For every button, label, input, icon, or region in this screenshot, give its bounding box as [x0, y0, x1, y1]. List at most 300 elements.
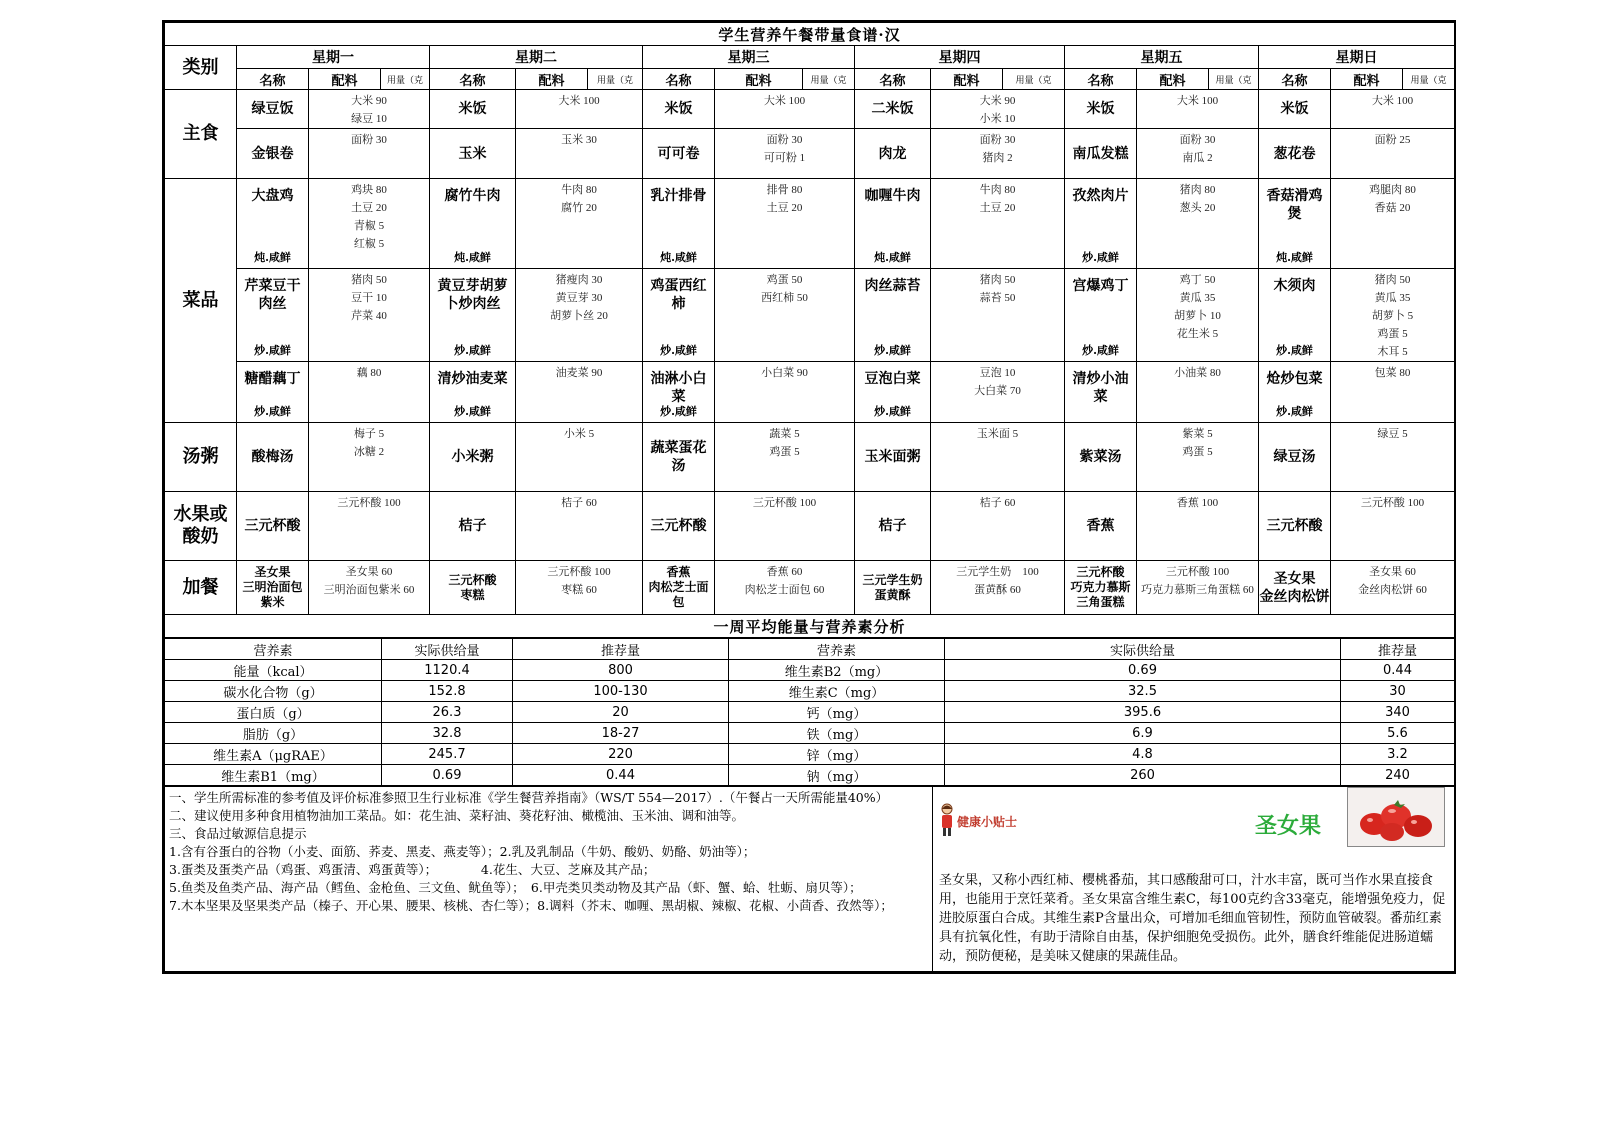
ingredient-cell: [516, 269, 643, 362]
dish-name: 肉丝蒜苔: [864, 278, 921, 294]
ingredient-line: 三元杯酸 100: [1165, 566, 1230, 578]
category-fruit: 水果或酸奶: [165, 492, 237, 561]
cooking-tag: 炖.咸鲜: [874, 251, 911, 264]
ingredient-cell: [309, 269, 430, 362]
notes-block: [165, 787, 933, 972]
ingredient-line: 小米 10: [979, 113, 1016, 125]
cooking-tag: 炒.咸鲜: [660, 344, 697, 357]
cherry-tomato-icon: [1348, 788, 1444, 846]
dish-cell: [1259, 362, 1331, 423]
snack-name-line: 三元杯酸: [1076, 565, 1125, 579]
ingredient-line: 面粉 30: [351, 134, 387, 146]
dish-cell: [237, 423, 309, 492]
dish-name: 油淋小白菜: [650, 371, 707, 405]
snack-name-line: 肉松芝士面包: [648, 580, 709, 609]
ingredient-line: 土豆 20: [979, 202, 1016, 214]
dish-cell: [430, 129, 516, 179]
ingredient-cell: [516, 492, 643, 561]
nutrition-cell: 152.8: [382, 681, 513, 702]
cooking-tag: 炒.咸鲜: [874, 405, 911, 418]
ingredient-cell: [1137, 492, 1259, 561]
amount-col-header: 用量（克: [1003, 69, 1065, 90]
ingredient-line: 大米 90: [351, 95, 387, 107]
ingredient-cell: [1137, 179, 1259, 269]
dish-cell: [855, 179, 931, 269]
amount-col-header: 用量（克: [381, 69, 430, 90]
amount-col-header: 用量（克: [588, 69, 643, 90]
nutrition-cell: 1120.4: [382, 660, 513, 681]
category-staple: 主食: [165, 90, 237, 179]
ingredient-line: 鸡蛋 50: [766, 274, 803, 286]
ingredient-cell: [1331, 90, 1455, 129]
ingredient-cell: [1137, 269, 1259, 362]
ingredient-col-header: 配料: [1331, 69, 1403, 90]
dish-cell: [1065, 179, 1137, 269]
ingredient-line: 大白菜 70: [974, 385, 1021, 397]
dish-cell: [430, 492, 516, 561]
health-tip-text: 圣女果，又称小西红柿、樱桃番茄，其口感酸甜可口，汁水丰富，既可当作水果直接食用，也能用于烹饪菜肴。圣女果富含维生素C，每100克约含33毫克，能增强免疫力，促进胶原蛋白合成。其维生素P含量出众，可增加毛细血管韧性，预防血管破裂。番茄红素具有抗氧化性，有助于清除自由基，保护细胞免受损伤。此外，膳食纤维能促进肠道蠕动，预防便秘，是美味又健康的果蔬佳品。: [939, 873, 1446, 964]
nutrition-cell: 26.3: [382, 702, 513, 723]
note-line: 三、食品过敏源信息提示: [169, 826, 307, 841]
dish-name: 葱花卷: [1273, 145, 1316, 162]
health-tip-badge: [939, 803, 1019, 837]
dish-name: 三元杯酸: [1266, 518, 1323, 534]
nutrition-cell: 铁（mg）: [729, 723, 945, 744]
dish-cell: [1259, 423, 1331, 492]
dish-name: 小米粥: [451, 449, 494, 465]
dish-cell: [855, 561, 931, 615]
nutrition-cell: 维生素B2（mg）: [729, 660, 945, 681]
dish-cell: [237, 129, 309, 179]
cooking-tag: 炒.咸鲜: [874, 344, 911, 357]
dish-cell: [1259, 179, 1331, 269]
dish-name: 米饭: [1086, 101, 1115, 117]
nutrition-header: 实际供给量: [382, 639, 513, 660]
ingredient-cell: [1331, 179, 1455, 269]
day-header: 星期一: [237, 46, 430, 69]
ingredient-line: 绿豆 10: [351, 113, 387, 125]
ingredient-line: 红椒 5: [353, 238, 385, 250]
health-tip-title: 圣女果: [1255, 814, 1322, 839]
note-line: 一、学生所需标准的参考值及评价标准参照卫生行业标准《学生餐营养指南》（WS/T 554—2017）.（午餐占一天所需能量40%）: [169, 790, 889, 805]
nutrition-cell: 0.44: [1341, 660, 1455, 681]
ingredient-cell: [1331, 492, 1455, 561]
dish-cell: [237, 179, 309, 269]
dish-cell: [237, 269, 309, 362]
ingredient-line: 面粉 30: [766, 134, 803, 146]
ingredient-line: 牛肉 80: [979, 184, 1016, 196]
dish-cell: [855, 492, 931, 561]
ingredient-line: 黄瓜 35: [1374, 292, 1411, 304]
dish-cell: [855, 423, 931, 492]
dish-cell: [430, 90, 516, 129]
nutrition-cell: 3.2: [1341, 744, 1455, 765]
ingredient-line: 胡萝卜丝 20: [550, 310, 608, 322]
nutrition-cell: 维生素C（mg）: [729, 681, 945, 702]
dish-name: 桔子: [878, 518, 907, 534]
category-snack: 加餐: [165, 561, 237, 615]
day-header: 星期五: [1065, 46, 1259, 69]
ingredient-line: 大米 90: [979, 95, 1016, 107]
nutrition-header: 实际供给量: [945, 639, 1341, 660]
nutrition-cell: 395.6: [945, 702, 1341, 723]
ingredient-cell: [931, 90, 1065, 129]
ingredient-line: 三元杯酸 100: [337, 497, 401, 509]
ingredient-line: 黄豆芽 30: [555, 292, 603, 304]
name-col-header: 名称: [1259, 69, 1331, 90]
ingredient-cell: [516, 561, 643, 615]
ingredient-cell: [1331, 129, 1455, 179]
ingredient-line: 猪肉 80: [1179, 184, 1216, 196]
cooking-tag: 炒.咸鲜: [1082, 251, 1119, 264]
dish-name: 米饭: [1280, 101, 1309, 117]
ingredient-cell: [1331, 362, 1455, 423]
dish-name: 玉米: [458, 145, 487, 162]
ingredient-col-header: 配料: [309, 69, 381, 90]
ingredient-cell: [309, 90, 430, 129]
dish-name: 三元杯酸: [650, 518, 707, 534]
ingredient-line: 鸡丁 50: [1179, 274, 1216, 286]
ingredient-cell: [715, 362, 855, 423]
dish-name: 金银卷: [251, 145, 294, 162]
category-header: 类别: [165, 46, 237, 90]
nutrition-cell: 维生素A（μgRAE）: [165, 744, 382, 765]
dish-cell: [1259, 129, 1331, 179]
nutrition-cell: 340: [1341, 702, 1455, 723]
ingredient-line: 包菜 80: [1374, 367, 1411, 379]
nutrition-header: 营养素: [165, 639, 382, 660]
dish-cell: [237, 90, 309, 129]
cooking-tag: 炒.咸鲜: [454, 405, 491, 418]
ingredient-cell: [715, 129, 855, 179]
ingredient-line: 小油菜 80: [1174, 367, 1221, 379]
ingredient-cell: [715, 90, 855, 129]
ingredient-line: 肉松芝士面包 60: [744, 584, 825, 596]
ingredient-line: 土豆 20: [766, 202, 803, 214]
health-tip-badge-text: 健康小贴士: [957, 815, 1018, 829]
dish-name: 乳汁排骨: [650, 188, 707, 204]
nutrition-header: 推荐量: [513, 639, 729, 660]
ingredient-line: 蒜苔 50: [979, 292, 1016, 304]
cooking-tag: 炒.咸鲜: [254, 405, 291, 418]
dish-name: 米饭: [458, 101, 487, 117]
ingredient-line: 玉米面 5: [976, 428, 1019, 440]
ingredient-line: 梅子 5: [353, 428, 385, 440]
nutrition-table: [164, 638, 1455, 786]
dish-name: 肉龙: [878, 145, 907, 162]
dish-name: 孜然肉片: [1072, 188, 1129, 204]
ingredient-col-header: 配料: [516, 69, 588, 90]
ingredient-line: 三明治面包紫米 60: [323, 584, 415, 596]
cooking-tag: 炒.咸鲜: [254, 344, 291, 357]
ingredient-line: 枣糕 60: [561, 584, 597, 596]
ingredient-cell: [931, 561, 1065, 615]
ingredient-cell: [931, 492, 1065, 561]
snack-name-line: 三角蛋糕: [1076, 595, 1125, 609]
dish-cell: [430, 269, 516, 362]
dish-name: 桔子: [458, 518, 487, 534]
notes-table: [164, 786, 1455, 972]
cooking-tag: 炒.咸鲜: [1276, 344, 1313, 357]
ingredient-line: 南瓜 2: [1182, 152, 1213, 164]
snack-name-line: 圣女果: [254, 565, 291, 579]
nutrition-cell: 220: [513, 744, 729, 765]
dish-name: 宫爆鸡丁: [1072, 278, 1129, 294]
name-col-header: 名称: [643, 69, 715, 90]
nutrition-cell: 钙（mg）: [729, 702, 945, 723]
name-col-header: 名称: [1065, 69, 1137, 90]
ingredient-cell: [1137, 90, 1259, 129]
ingredient-col-header: 配料: [1137, 69, 1209, 90]
ingredient-line: 木耳 5: [1377, 346, 1408, 358]
ingredient-line: 猪瘦肉 30: [555, 274, 603, 286]
dish-cell: [430, 179, 516, 269]
ingredient-cell: [516, 129, 643, 179]
ingredient-cell: [309, 561, 430, 615]
dish-name: 清炒油麦菜: [437, 371, 508, 387]
ingredient-line: 面粉 25: [1374, 134, 1411, 146]
day-header: 星期日: [1259, 46, 1455, 69]
ingredient-line: 油麦菜 90: [555, 367, 603, 379]
day-header: 星期二: [430, 46, 643, 69]
ingredient-line: 黄瓜 35: [1179, 292, 1216, 304]
ingredient-line: 三元学生奶 100: [956, 566, 1039, 578]
dish-name: 绿豆汤: [1273, 449, 1316, 465]
analysis-title: 一周平均能量与营养素分析: [165, 615, 1455, 638]
ingredient-line: 牛肉 80: [561, 184, 597, 196]
snack-name-line: 紫米: [260, 595, 285, 609]
ingredient-line: 圣女果 60: [345, 566, 393, 578]
note-line: 5.鱼类及鱼类产品、海产品（鳕鱼、金枪鱼、三文鱼、鱿鱼等）； 6.甲壳类贝类动物及其产品（虾、蟹、蛤、牡蛎、扇贝等）；: [169, 880, 862, 895]
ingredient-line: 紫菜 5: [1182, 428, 1213, 440]
ingredient-line: 三元杯酸 100: [752, 497, 817, 509]
nutrition-cell: 碳水化合物（g）: [165, 681, 382, 702]
nutrition-header: 营养素: [729, 639, 945, 660]
ingredient-line: 排骨 80: [766, 184, 803, 196]
dish-name: 二米饭: [871, 101, 914, 117]
dish-name: 黄豆芽胡萝卜炒肉丝: [437, 278, 508, 312]
dish-cell: [237, 492, 309, 561]
nutrition-cell: 5.6: [1341, 723, 1455, 744]
ingredient-line: 三元杯酸 100: [547, 566, 611, 578]
dish-cell: [1065, 362, 1137, 423]
nutrition-cell: 0.69: [945, 660, 1341, 681]
dish-cell: [430, 362, 516, 423]
ingredient-cell: [715, 423, 855, 492]
ingredient-line: 大米 100: [1176, 95, 1219, 107]
nutrition-cell: 维生素B1（mg）: [165, 765, 382, 786]
nutrition-cell: 钠（mg）: [729, 765, 945, 786]
ingredient-cell: [931, 179, 1065, 269]
ingredient-line: 猪肉 50: [979, 274, 1016, 286]
ingredient-line: 香蕉 60: [766, 566, 803, 578]
ingredient-line: 香菇 20: [1374, 202, 1411, 214]
snack-name-line: 金丝肉松饼: [1259, 588, 1330, 605]
ingredient-line: 大米 100: [763, 95, 806, 107]
dish-name: 炝炒包菜: [1266, 371, 1323, 387]
menu-table: [164, 22, 1455, 638]
dish-cell: [1065, 129, 1137, 179]
ingredient-col-header: 配料: [931, 69, 1003, 90]
ingredient-line: 香蕉 100: [1176, 497, 1219, 509]
dish-name: 木须肉: [1273, 278, 1316, 294]
ingredient-cell: [1331, 423, 1455, 492]
menu-title: 学生营养午餐带量食谱·汉: [165, 23, 1455, 46]
amount-col-header: 用量（克: [1209, 69, 1259, 90]
ingredient-cell: [931, 129, 1065, 179]
ingredient-line: 土豆 20: [351, 202, 387, 214]
nutrition-cell: 能量（kcal）: [165, 660, 382, 681]
snack-name-line: 三明治面包: [242, 580, 303, 594]
note-line: 7.木本坚果及坚果类产品（榛子、开心果、腰果、核桃、杏仁等）；8.调料（芥末、咖喱、黑胡椒、辣椒、花椒、小茴香、孜然等）；: [169, 898, 893, 913]
dish-name: 绿豆饭: [251, 101, 294, 117]
snack-name-line: 巧克力慕斯: [1070, 580, 1131, 594]
snack-name-line: 三元学生奶: [862, 572, 923, 587]
ingredient-cell: [1137, 561, 1259, 615]
dish-cell: [430, 423, 516, 492]
dish-name: 糖醋藕丁: [244, 371, 301, 387]
nutrition-cell: 4.8: [945, 744, 1341, 765]
ingredient-line: 鸡蛋 5: [769, 446, 800, 458]
ingredient-line: 芹菜 40: [351, 310, 387, 322]
dish-cell: [1259, 561, 1331, 615]
ingredient-line: 小白菜 90: [761, 367, 808, 379]
ingredient-line: 玉米 30: [561, 134, 597, 146]
dish-cell: [1065, 90, 1137, 129]
cooking-tag: 炒.咸鲜: [1082, 344, 1119, 357]
nutrition-cell: 0.69: [382, 765, 513, 786]
dish-cell: [1065, 561, 1137, 615]
cooking-tag: 炖.咸鲜: [1276, 251, 1313, 264]
nutrition-cell: 蛋白质（g）: [165, 702, 382, 723]
snack-name-line: 枣糕: [460, 587, 485, 602]
category-soup: 汤粥: [165, 423, 237, 492]
ingredient-line: 巧克力慕斯三角蛋糕 60: [1141, 584, 1254, 596]
dish-name: 蔬菜蛋花汤: [650, 440, 707, 474]
ingredient-line: 藕 80: [356, 367, 382, 379]
dish-cell: [237, 561, 309, 615]
dish-name: 大盘鸡: [251, 188, 294, 204]
ingredient-line: 冰糖 2: [353, 446, 385, 458]
dish-name: 紫菜汤: [1079, 449, 1122, 465]
ingredient-line: 豆泡 10: [979, 367, 1016, 379]
dish-name: 香蕉: [1086, 518, 1115, 534]
cooking-tag: 炒.咸鲜: [1276, 405, 1313, 418]
ingredient-cell: [1331, 269, 1455, 362]
ingredient-cell: [715, 179, 855, 269]
ingredient-line: 三元杯酸 100: [1360, 497, 1425, 509]
nutrition-cell: 20: [513, 702, 729, 723]
dish-cell: [1259, 90, 1331, 129]
ingredient-line: 大米 100: [558, 95, 600, 107]
nutrition-cell: 30: [1341, 681, 1455, 702]
dish-cell: [430, 561, 516, 615]
ingredient-cell: [1137, 423, 1259, 492]
cooking-tag: 炒.咸鲜: [454, 344, 491, 357]
dish-cell: [1259, 492, 1331, 561]
nutrition-cell: 0.44: [513, 765, 729, 786]
cherry-tomato-photo: [1347, 787, 1445, 847]
day-header: 星期三: [643, 46, 855, 69]
dish-cell: [643, 362, 715, 423]
ingredient-line: 葱头 20: [1179, 202, 1216, 214]
dish-cell: [643, 179, 715, 269]
dish-cell: [855, 362, 931, 423]
dish-cell: [643, 423, 715, 492]
snack-name-line: 香蕉: [666, 565, 691, 579]
cooking-tag: 炖.咸鲜: [254, 251, 291, 264]
ingredient-cell: [309, 129, 430, 179]
dish-cell: [1259, 269, 1331, 362]
dish-cell: [643, 269, 715, 362]
ingredient-line: 豆干 10: [351, 292, 387, 304]
ingredient-col-header: 配料: [715, 69, 803, 90]
ingredient-line: 桔子 60: [979, 497, 1016, 509]
nutrition-cell: 18-27: [513, 723, 729, 744]
ingredient-line: 可可粉 1: [763, 152, 806, 164]
dish-cell: [855, 269, 931, 362]
ingredient-line: 花生米 5: [1176, 328, 1219, 340]
ingredient-cell: [1331, 561, 1455, 615]
ingredient-cell: [309, 362, 430, 423]
ingredient-line: 桔子 60: [561, 497, 597, 509]
ingredient-line: 面粉 30: [979, 134, 1016, 146]
ingredient-line: 小米 5: [563, 428, 595, 440]
ingredient-cell: [931, 362, 1065, 423]
nutrition-cell: 6.9: [945, 723, 1341, 744]
snack-name-line: 圣女果: [1273, 570, 1316, 587]
ingredient-cell: [309, 423, 430, 492]
note-line: 二、建议使用多种食用植物油加工菜品。如：花生油、菜籽油、葵花籽油、橄榄油、玉米油、调和油等。: [169, 808, 745, 823]
dish-cell: [643, 90, 715, 129]
ingredient-line: 猪肉 50: [351, 274, 387, 286]
name-col-header: 名称: [430, 69, 516, 90]
dish-name: 腐竹牛肉: [444, 188, 501, 204]
amount-col-header: 用量（克: [803, 69, 855, 90]
ingredient-line: 鸡腿肉 80: [1369, 184, 1416, 196]
dish-cell: [237, 362, 309, 423]
ingredient-line: 腐竹 20: [561, 202, 597, 214]
ingredient-cell: [715, 561, 855, 615]
ingredient-line: 面粉 30: [1179, 134, 1216, 146]
ingredient-line: 蔬菜 5: [769, 428, 800, 440]
ingredient-cell: [931, 423, 1065, 492]
ingredient-cell: [715, 269, 855, 362]
nutrition-cell: 100-130: [513, 681, 729, 702]
ingredient-line: 胡萝卜 10: [1174, 310, 1221, 322]
nutrition-header: 推荐量: [1341, 639, 1455, 660]
health-tip: [933, 787, 1455, 972]
ingredient-cell: [1137, 362, 1259, 423]
nutrition-cell: 800: [513, 660, 729, 681]
name-col-header: 名称: [855, 69, 931, 90]
dish-cell: [855, 129, 931, 179]
snack-name-line: 三元杯酸: [448, 572, 497, 587]
ingredient-cell: [516, 362, 643, 423]
dish-cell: [643, 492, 715, 561]
category-dishes: 菜品: [165, 179, 237, 423]
dish-name: 咖喱牛肉: [864, 188, 921, 204]
dish-cell: [1065, 423, 1137, 492]
dish-name: 清炒小油菜: [1072, 371, 1129, 405]
ingredient-cell: [516, 423, 643, 492]
ingredient-line: 圣女果 60: [1369, 566, 1416, 578]
cooking-tag: 炖.咸鲜: [660, 251, 697, 264]
cooking-tag: 炒.咸鲜: [660, 405, 697, 418]
cooking-tag: 炖.咸鲜: [454, 251, 491, 264]
dish-name: 酸梅汤: [251, 449, 294, 465]
dish-name: 可可卷: [657, 145, 700, 162]
